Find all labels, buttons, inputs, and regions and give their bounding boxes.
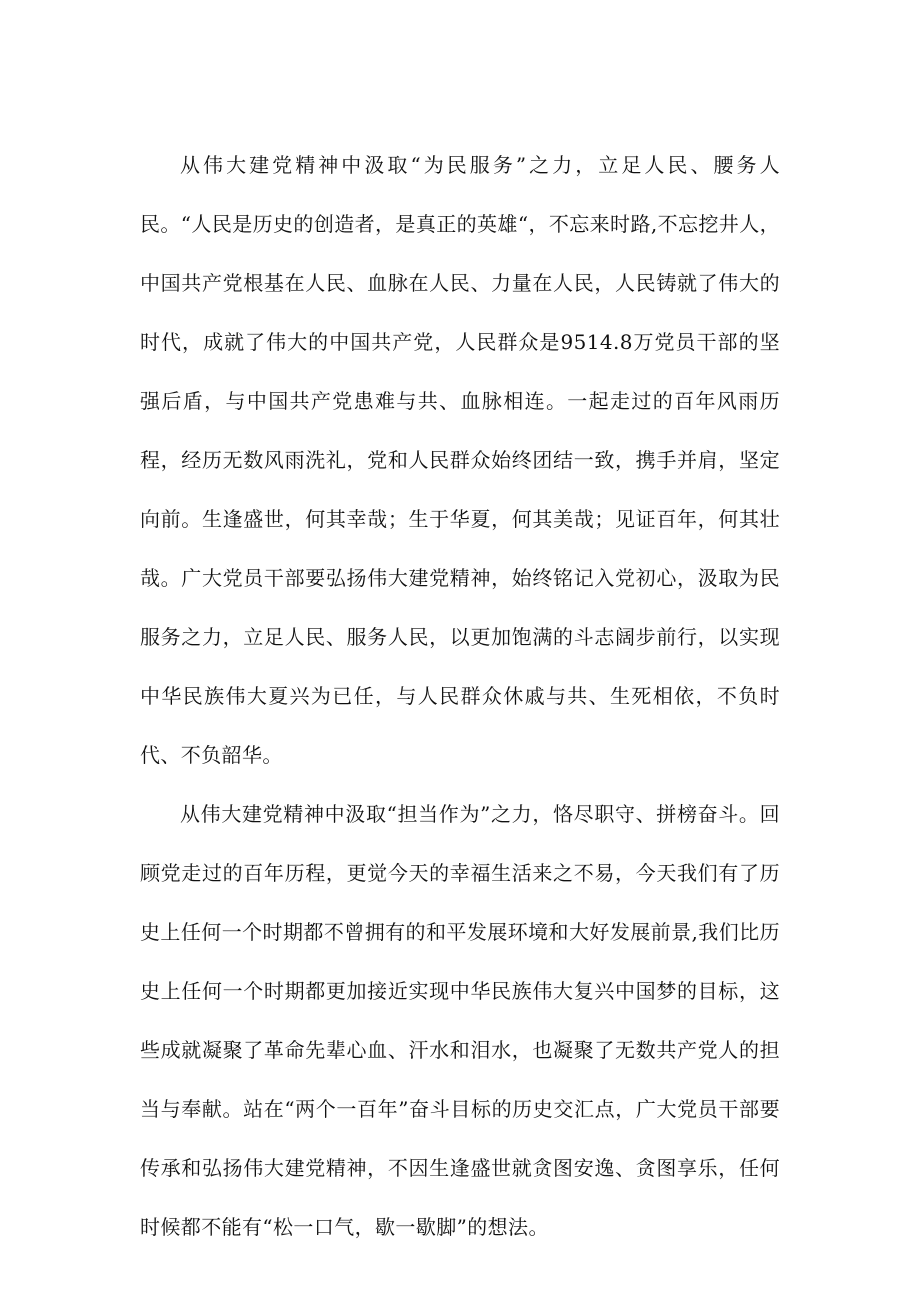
article-body [140, 136, 780, 1257]
paragraph-service-to-people: 从伟大建党精神中汲取“为民服务”之力，立足人民、腰务人民。“人民是历史的创造者，是真正的英雄“，不忘来时路,不忘挖井人，中国共产党根基在人民、血脉在人民、力量在人民，人民铸就了伟大的时代，成就了伟大的中国共产党，人民群众是9514.8万党员干部的坚强后盾，与中国共产党患难与共、血脉相连。一起走过的百年风雨历程，经历无数风雨洗礼，党和人民群众始终团结一致，携手并肩，坚定向前。生逢盛世，何其幸哉；生于华夏，何其美哉；见证百年，何其壮哉。广大党员干部要弘扬伟大建党精神，始终铭记入党初心，汲取为民服务之力，立足人民、服务人民，以更加饱满的斗志阔步前行，以实现中华民族伟大夏兴为已任，与人民群众休戚与共、生死相依，不负时代、不负韶华。 [140, 153, 781, 767]
paragraph-responsibility: 从伟大建党精神中汲取“担当作为”之力，恪尽职守、拼榜奋斗。回顾党走过的百年历程，更觉今天的幸福生活来之不易，今天我们有了历史上任何一个时期都不曾拥有的和平发展环境和大好发展前景,我们比历史上任何一个时期都更加接近实现中华民族伟大复兴中国梦的目标，这些成就凝聚了革命先辈心血、汗水和泪水，也凝聚了无数共产党人的担当与奉献。站在“两个一百年”奋斗目标的历史交汇点，广大党员干部要传承和弘扬伟大建党精神，不因生逢盛世就贪图安逸、贪图享乐，任何时候都不能有“松一口气，歇一歇脚”的想法。 [140, 802, 780, 1239]
